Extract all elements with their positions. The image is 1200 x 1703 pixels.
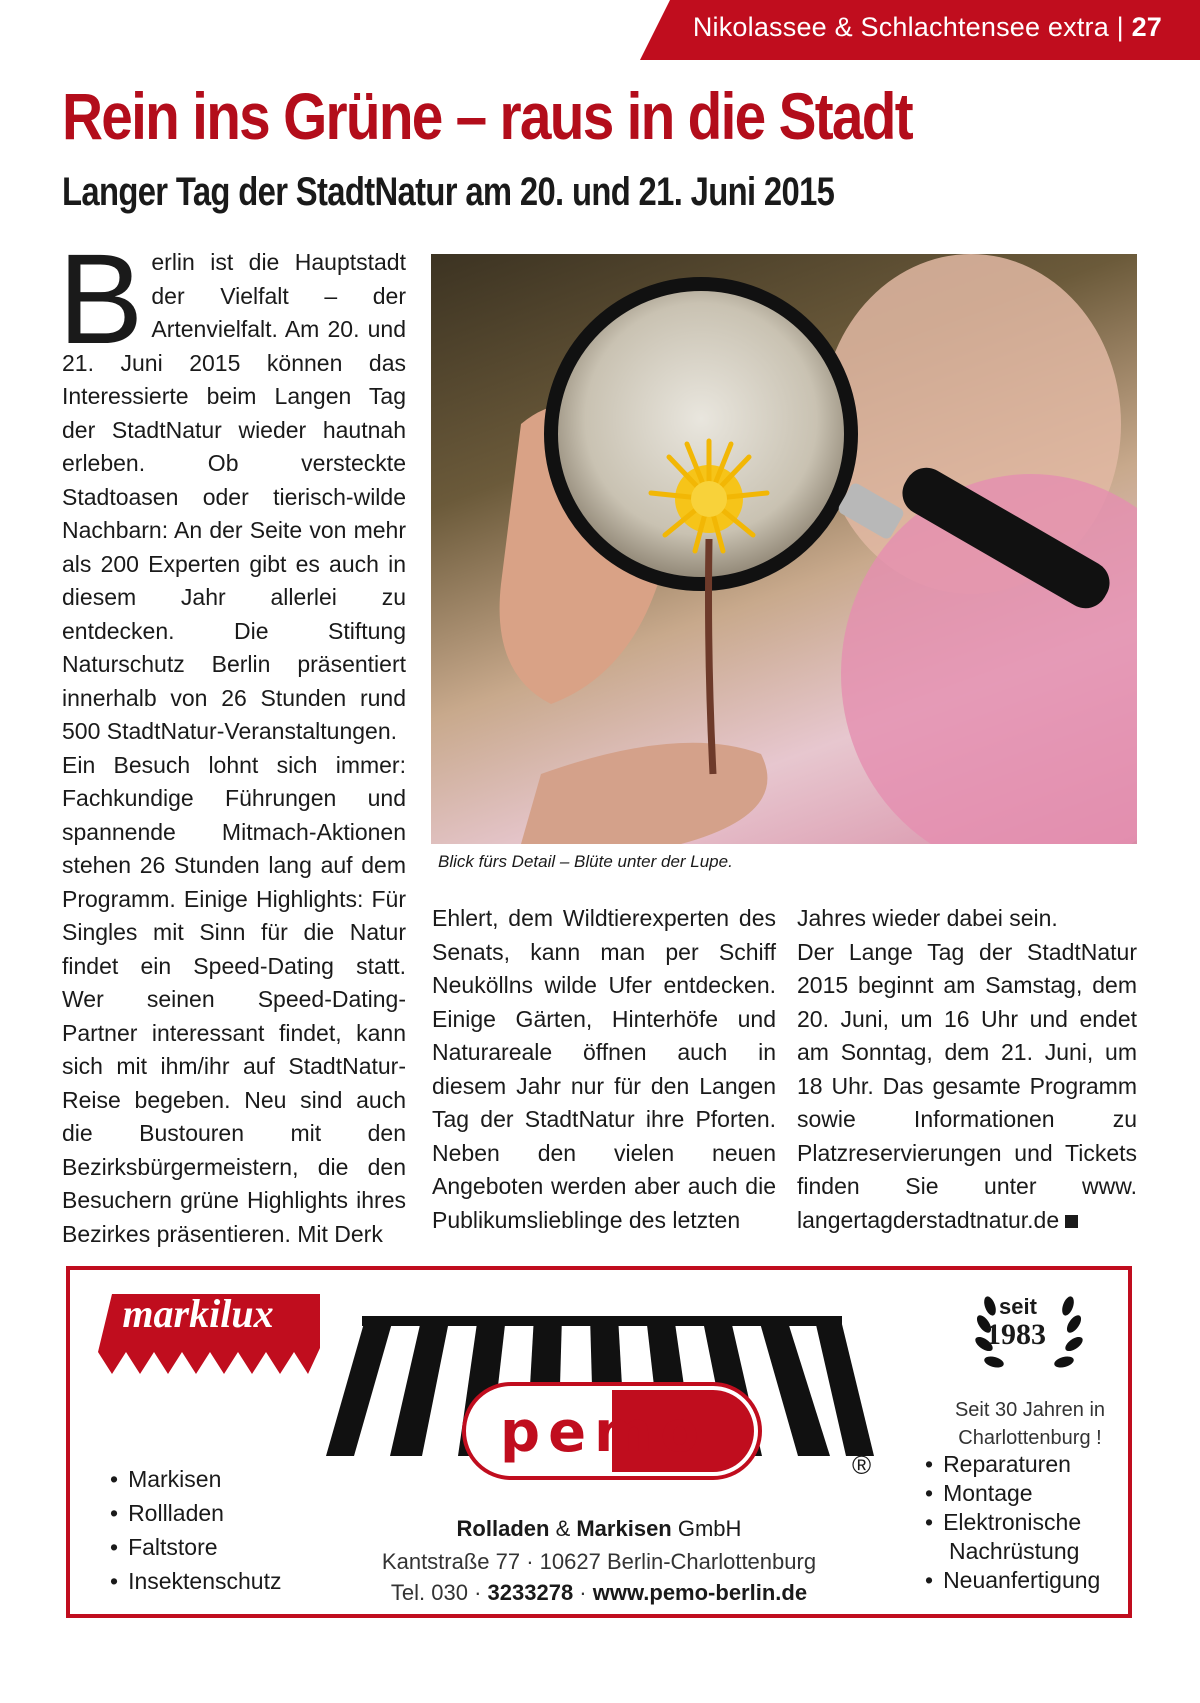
product-item: • Markisen [110,1462,281,1496]
seit-label: seit [999,1294,1037,1319]
product-item: • Faltstore [110,1530,281,1564]
product-item: • Rollladen [110,1496,281,1530]
article-column-2 [432,902,776,1237]
since-text: Seit 30 Jahren in Charlottenburg ! [954,1399,1106,1449]
phone-number: 3233278 [487,1580,574,1605]
paragraph-col2: Ehlert, dem Wildtierexperten des Senats, kann man per Schiff Neuköllns wilde Ufer entdecken. Einige Gärten, Hinterhöfe und Naturareale öffnen auch in diesem Jahr nur für den Langen Tag der StadtNatur ihre Pforten. Neben den vielen neuen Angeboten werden aber auch die Publikumslieblinge des letzten [432,905,776,1233]
magnifier-flower-illustration [431,254,1137,844]
seit-year: 1983 [986,1318,1046,1351]
end-mark-icon [1065,1215,1078,1228]
article-column-3 [797,902,1137,1237]
service-item: • Montage [925,1479,1100,1508]
website-link[interactable]: www.pemo-berlin.de [592,1580,808,1605]
service-item-continued: Nachrüstung [949,1538,1080,1564]
article-headline: Rein ins Grüne – raus in die Stadt [62,79,912,153]
service-list [925,1450,1100,1595]
event-info-text: Der Lange Tag der StadtNatur 2015 beginnt am Samstag, dem 20. Juni, um 16 Uhr und endet am Sonntag, dem 21. Juni, um 18 Uhr. Das gesamte Programm sowie Informationen zu Platzreservierungen und Tickets finden Sie unter www. langertagderstadtnatur.de [797,938,1137,1233]
markilux-wordmark: markilux [122,1291,274,1336]
section-header: Nikolassee & Schlachtensee extra | 27 [692,12,1162,42]
service-item: • Elektronische [925,1508,1100,1537]
registered-trademark: ® [852,1450,872,1480]
company-contact: Tel. 030 · 3233278 · www.pemo-berlin.de [390,1580,808,1605]
company-name: Rolladen & Markisen GmbH [456,1516,742,1541]
paragraph-col3-info [797,936,1137,1238]
page-number: 27 [1131,12,1162,42]
section-title: Nikolassee & Schlachtensee extra [692,12,1109,42]
company-address: Kantstraße 77 · 10627 Berlin-Charlottenburg [381,1549,817,1574]
article-photo [431,254,1137,844]
article-subheadline: Langer Tag der StadtNatur am 20. und 21. Juni 2015 [62,170,835,214]
paragraph-col3-first: Jahres wieder dabei sein. [797,905,1058,931]
article-column-1 [58,228,406,1251]
intro-text: erlin ist die Hauptstadt der Vielfalt – der Artenvielfalt. Am 20. und 21. Juni 2015 können das Interessierte beim Langen Tag der StadtNatur wieder hautnah erleben. Ob versteckte Stadtoasen oder tierisch-wilde Nachbarn: An der Seite von mehr als 200 Experten gibt es auch in diesem Jahr allerlei zu entdecken. Die Stiftung Naturschutz Berlin präsentiert innerhalb von 26 Stunden rund 500 StadtNatur-Veranstaltungen. [62,249,406,744]
product-item: • Insektenschutz [110,1564,281,1598]
paragraph-highlights: Ein Besuch lohnt sich immer: Fachkundige Führungen und spannende Mitmach-Aktionen stehen 26 Stunden lang auf dem Programm. Einige Highlights: Für Singles mit Sinn für die Natur findet ein Speed-Dating statt. Wer seinen Speed-Dating-Partner interessant findet, kann sich mit ihm/ihr auf StadtNatur-Reise begeben. Neu sind auch die Bustouren mit den Bezirksbürgermeistern, die den Besuchern grüne Highlights ihres Bezirkes präsentieren. Mit Derk [62,751,406,1247]
service-item: • Reparaturen [925,1450,1100,1479]
pemo-advertisement [66,1266,1132,1618]
service-item: • Neuanfertigung [925,1566,1100,1595]
photo-caption: Blick fürs Detail – Blüte unter der Lupe. [438,852,733,871]
pemo-wordmark: pemo [500,1400,707,1465]
drop-cap: B [58,228,144,371]
paragraph-intro [58,228,406,749]
